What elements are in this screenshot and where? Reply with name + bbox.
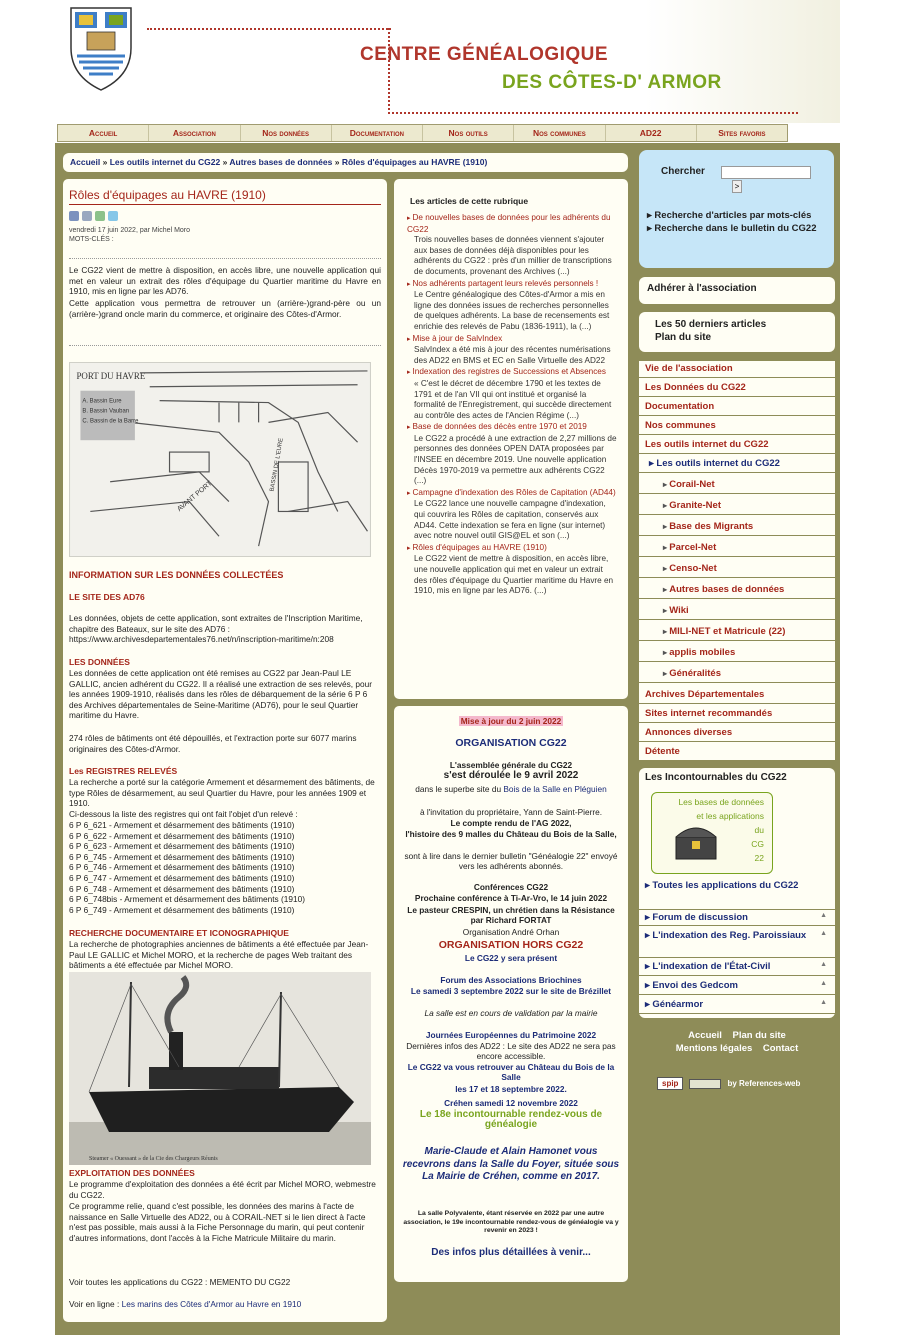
rubrique-item (407, 279, 617, 333)
quick-links (639, 312, 835, 352)
voir-en-ligne (69, 1299, 381, 1310)
search-links (647, 210, 827, 235)
up-arrow-icon: ▲ (820, 930, 827, 937)
up-arrow-icon: ▲ (820, 980, 827, 987)
voir-en-ligne-link[interactable]: Les marins des Côtes d'Armor au Havre en 1910 (121, 1299, 302, 1309)
footer-accueil[interactable]: Accueil (688, 1030, 722, 1041)
inc-link-etat-civil[interactable]: ▸ L'indexation de l'État-Civil ▲ (639, 959, 835, 976)
inc-img-line1: Les bases de données (678, 797, 764, 807)
menu-base-migrants[interactable]: ▸ Base des Migrants (639, 519, 835, 536)
jep-line1: Journées Européennes du Patrimoine 2022 (425, 1030, 597, 1040)
search-keywords-link-label: Recherche d'articles par mots-clés (654, 210, 812, 221)
forum-line3: La salle est en cours de validation par la mairie (424, 1008, 598, 1018)
ag-line2: s'est déroulée le 9 avril 2022 (443, 770, 579, 781)
site-footer (639, 1030, 835, 1055)
menu-vie-association[interactable]: Vie de l'association (639, 361, 835, 378)
rubrique-item-desc: Le Centre généalogique des Côtes-d'Armor a mis en ligne des données issues de recherches personnelles de quelques adhérents. La base de recensements est enrichie des relevés de Pabu (1836-1911), la (...) (414, 290, 610, 331)
header-background (645, 0, 840, 123)
hors-line1: Le CG22 y sera présent (464, 953, 558, 963)
menu-archives-dep[interactable]: Archives Départementales (639, 687, 835, 704)
inc-link-forum-label: Forum de discussion (652, 912, 748, 923)
svg-text:B. Bassin Vauban: B. Bassin Vauban (82, 408, 130, 415)
menu-wiki[interactable]: ▸ Wiki (639, 603, 835, 620)
site-header (55, 0, 840, 123)
adherer-link[interactable]: Adhérer à l'association (639, 277, 835, 304)
header-dotted-line-vertical (388, 28, 390, 114)
ag-line4: à l'invitation du propriétaire, Yann de Saint-Pierre. (419, 807, 603, 817)
menu-generalites[interactable]: ▸ Généralités (639, 666, 835, 683)
search-bulletin-link-label: Recherche dans le bulletin du CG22 (654, 222, 817, 234)
inc-link-genearmor[interactable]: ▸ Généarmor ▲ (639, 997, 835, 1014)
rubrique-item (407, 422, 617, 487)
crehen-line2: Le 18e incontournable rendez-vous de généalogie (419, 1109, 603, 1131)
plus-share-icon[interactable] (95, 211, 105, 221)
section-registres-intro: Ci-dessous la liste des registres qui ont fait l'objet d'un relevé : (69, 809, 298, 819)
section-donnees-title: LES DONNÉES (69, 657, 130, 667)
breadcrumb-home[interactable]: Accueil (70, 157, 101, 167)
hamonet-text: Marie-Claude et Alain Hamonet vous recevrons dans la Salle du Foyer, située sous La Mairie de Créhen, comme en 2017. (402, 1146, 620, 1182)
menu-documentation[interactable]: Documentation (639, 399, 835, 416)
rubrique-item-link[interactable]: Campagne d'indexation des Rôles de Capitation (AD44) (412, 487, 616, 497)
menu-granite-net[interactable]: ▸ Granite-Net (639, 498, 835, 515)
share-icons (69, 211, 118, 221)
section-recherche-title: RECHERCHE DOCUMENTAIRE ET ICONOGRAPHIQUE (69, 928, 289, 938)
section-info-title: INFORMATION SUR LES DONNÉES COLLECTÉES (69, 570, 284, 580)
treasure-chest-icon (672, 821, 722, 861)
section-exploitation-text1: Le programme d'exploitation des données a été écrit par Michel MORO, webmestre du CG22. (69, 1179, 376, 1200)
incontournables-image[interactable] (651, 792, 773, 874)
header-dotted-line-top (147, 28, 391, 30)
rubrique-item (407, 488, 617, 542)
section-registres-title: Les REGISTRES RELEVÉS (69, 766, 178, 776)
registre-item: 6 P 6_748bis - Armement et désarmement des bâtiments (1910) (69, 894, 305, 905)
inc-link-gedcom-label: Envoi des Gedcom (652, 980, 738, 991)
breadcrumb-level2[interactable]: Autres bases de données (229, 157, 333, 167)
org-cg22-title: ORGANISATION CG22 (455, 737, 567, 749)
last50-link[interactable]: Les 50 derniers articles (655, 319, 767, 330)
divider (69, 345, 381, 346)
site-title-line1: CENTRE GÉNÉALOGIQUE (360, 44, 609, 65)
inc-link-reg-paroissiaux[interactable]: ▸ L'indexation des Reg. Paroissiaux ▲ (639, 928, 835, 958)
inc-img-line2: et les applications (696, 811, 764, 821)
conf-line2: Le pasteur CRESPIN, un chrétien dans la Résistance par Richard FORTAT (407, 905, 615, 926)
delicious-icon[interactable] (82, 211, 92, 221)
rubrique-item-desc: Le CG22 vient de mettre à disposition, en accès libre, une nouvelle application qui met en valeur un extrait des rôles d'équipage du Quartier maritime du Havre en 1910, mis en ligne par les AD76. (...) (414, 554, 614, 596)
menu-parcel-net[interactable]: ▸ Parcel-Net (639, 540, 835, 557)
facebook-icon[interactable] (69, 211, 79, 221)
rubrique-item (407, 543, 617, 597)
rubrique-item-desc: « C'est le décret de décembre 1790 et les textes de 1791 et de l'an VII qui ont institué et organisé la formalité de l'Enregistrement, qui succède directement au contrôle des actes de l'Ancien Régime (...) (414, 378, 612, 420)
nav-ad22[interactable]: AD22 (606, 125, 697, 141)
search-input[interactable] (721, 166, 811, 179)
menu-annonces[interactable]: Annonces diverses (639, 725, 835, 742)
section-donnees-text2: 274 rôles de bâtiments ont été dépouillés, et l'extraction porte sur 6077 marins originaires des Côtes-d'Armor. (69, 733, 357, 754)
main-navigation (57, 124, 788, 142)
section-registres-text: La recherche a porté sur la catégorie Armement et désarmement des bâtiments, de type Rôles de désarmement, au seul Quartier du Havre, pour les années 1909 et 1910. (69, 777, 375, 809)
article-tags: MOTS-CLÉS : (69, 236, 114, 243)
up-arrow-icon: ▲ (820, 999, 827, 1006)
registre-item: 6 P 6_746 - Armement et désarmement des bâtiments (1910) (69, 862, 295, 873)
forum-line2: Le samedi 3 septembre 2022 sur le site de Brézillet (410, 986, 612, 996)
article-meta: vendredi 17 juin 2022, par Michel Moro (69, 227, 191, 234)
svg-text:BASSIN DE L'EURE: BASSIN DE L'EURE (269, 437, 285, 493)
more-info: Des infos plus détaillées à venir... (431, 1247, 591, 1258)
article-intro-1: Le CG22 vient de mettre à disposition, en accès libre, une nouvelle application qui met en valeur un extrait des rôles d'équipage du Quartier maritime du Havre en 1910, mis en ligne par les AD76. (69, 265, 381, 297)
section-exploitation-title: EXPLOITATION DES DONNÉES (69, 1168, 195, 1178)
svg-text:AVANT PORT: AVANT PORT (176, 480, 214, 513)
rubrique-item-link[interactable]: De nouvelles bases de données pour les adhérents du CG22 (407, 213, 611, 234)
inc-link-gedcom[interactable]: ▸ Envoi des Gedcom ▲ (639, 978, 835, 995)
footer-by: by References-web (727, 1079, 801, 1088)
memento-line[interactable]: Voir toutes les applications du CG22 : MEMENTO DU CG22 (69, 1277, 291, 1287)
rubrique-item (407, 367, 617, 421)
inc-link-genearmor-label: Généarmor (652, 999, 704, 1010)
breadcrumb-sep: » (220, 157, 230, 167)
svg-text:C. Bassin de la Barre: C. Bassin de la Barre (82, 418, 139, 425)
nav-association[interactable]: Association (149, 125, 240, 141)
nav-nos-outils[interactable]: Nos outils (423, 125, 514, 141)
svg-text:A. Bassin Eure: A. Bassin Eure (82, 398, 122, 405)
section-site-title: LE SITE DES AD76 (69, 592, 145, 602)
up-arrow-icon: ▲ (820, 912, 827, 919)
conf-line1: Prochaine conférence à Ti-Ar-Vro, le 14 juin 2022 (414, 893, 608, 903)
up-arrow-icon: ▲ (820, 961, 827, 968)
validator-badge-icon[interactable] (689, 1079, 721, 1089)
rubrique-item-link[interactable]: Nos adhérents partagent leurs relevés personnels ! (412, 278, 599, 288)
registre-item: 6 P 6_621 - Armement et désarmement des bâtiments (1910) (69, 820, 295, 830)
menu-detente[interactable]: Détente (639, 744, 835, 761)
ag-line3-text: dans le superbe site du (415, 784, 502, 794)
nav-documentation[interactable]: Documentation (332, 125, 423, 141)
search-bulletin-link[interactable]: ▸ Recherche dans le bulletin du CG22 (647, 222, 817, 234)
menu-sites-recommandes[interactable]: Sites internet recommandés (639, 706, 835, 723)
jep-line2: Dernières infos des AD22 : Le site des AD22 ne sera pas encore accessible. (406, 1041, 616, 1062)
breadcrumb-sep: » (100, 157, 110, 167)
update-badge: Mise à jour du 2 juin 2022 (460, 716, 562, 726)
ag-line3 (400, 784, 622, 794)
inc-img-line5: 22 (754, 853, 764, 863)
voir-en-ligne-label: Voir en ligne : (69, 1299, 120, 1309)
forum-line1: Forum des Associations Briochines (440, 975, 582, 985)
agenda-update (400, 716, 622, 726)
menu-autres-bases[interactable]: ▸ Autres bases de données (639, 582, 835, 599)
registres-list (69, 820, 381, 915)
registre-item: 6 P 6_747 - Armement et désarmement des bâtiments (1910) (69, 872, 295, 883)
article-title: Rôles d'équipages au HAVRE (1910) (69, 188, 381, 205)
site-title-line2: DES CÔTES-D' ARMOR (502, 72, 722, 93)
ag-line7: sont à lire dans le dernier bulletin "Généalogie 22" envoyé vers les adhérents abonnés. (404, 851, 618, 872)
inc-img-line3: du (754, 825, 764, 835)
inc-link-reg-paroissiaux-label: L'indexation des Reg. Paroissiaux (652, 930, 807, 941)
registre-item: 6 P 6_623 - Armement et désarmement des bâtiments (1910) (69, 841, 295, 852)
footer-mentions[interactable]: Mentions légales (675, 1042, 753, 1054)
rubrique-item (407, 334, 617, 367)
menu-outils-internet-current[interactable]: ▸ Les outils internet du CG22 (639, 456, 835, 473)
section-donnees-text: Les données de cette application ont été remises au CG22 par Jean-Paul LE GALLIC, ancien adhérent du CG22. Il a réalisé une extraction de ses relevés, pour les années 1909-1910, réalisés dans les rôles de débarquement de la série 6 P 6 des Archives départementales de Seine-Maritime (AD76), pour le seul Quartier maritime du Havre. (69, 668, 373, 721)
rubrique-item-link[interactable]: Rôles d'équipages au HAVRE (1910) (412, 542, 547, 552)
salle-text: La salle Polyvalente, étant réservée en 2022 par une autre association, le 19e incontournable rendez-vous de généalogie va y revenir en 2023 ! (403, 1210, 619, 1235)
rubrique-item-desc: Trois nouvelles bases de données viennent s'ajouter aux bases de données déjà disponibles pour les adhérents du CG22 : près d'un millier de transcriptions de documents, provenant des Archives (...) (414, 235, 612, 276)
footer-badges (657, 1077, 800, 1090)
conf-title: Conférences CG22 (473, 882, 549, 892)
page-wrapper (55, 0, 840, 1335)
registre-item: 6 P 6_622 - Armement et désarmement des bâtiments (1910) (69, 830, 295, 841)
section-recherche-text: La recherche de photographies anciennes de bâtiments a été effectuée par Jean-Paul LE GALLIC et Michel MORO, et la recherche de pages Web traitant des bâtiments a été effectuée par Michel MORO. (69, 939, 369, 971)
plan-link[interactable]: Plan du site (655, 331, 712, 343)
inc-link-forum[interactable]: ▸ Forum de discussion ▲ (639, 909, 835, 926)
registre-item: 6 P 6_748 - Armement et désarmement des bâtiments (1910) (69, 883, 295, 894)
nav-nos-donnees[interactable]: Nos données (241, 125, 332, 141)
footer-plan[interactable]: Plan du site (732, 1030, 786, 1041)
ag-line6: l'histoire des 9 malles du Château du Bois de la Salle, (405, 829, 617, 839)
nav-accueil[interactable]: Accueil (58, 125, 149, 141)
rubrique-title: Les articles de cette rubrique (410, 196, 529, 206)
bois-salle-link[interactable]: Bois de la Salle en Pléguien (503, 784, 607, 794)
rubrique-item-link[interactable]: Base de données des décès entre 1970 et 2019 (412, 422, 587, 432)
breadcrumb-sep: » (332, 157, 342, 167)
breadcrumb (63, 153, 628, 172)
port-map-image[interactable] (69, 362, 371, 557)
rubrique-item-desc: SalvIndex a été mis à jour des récentes numérisations des AD22 en BMS et EC en Salle Virtuelle des AD22 (414, 345, 611, 365)
twitter-icon[interactable] (108, 211, 118, 221)
crehen-line1: Créhen samedi 12 novembre 2022 (444, 1098, 578, 1108)
inc-link-all-apps-label: Toutes les applications du CG22 (652, 880, 799, 891)
footer-contact[interactable]: Contact (762, 1042, 799, 1054)
registre-item: 6 P 6_749 - Armement et désarmement des bâtiments (1910) (69, 904, 295, 915)
menu-donnees-cg22[interactable]: Les Données du CG22 (639, 380, 835, 397)
incontournables-title: Les Incontournables du CG22 (645, 772, 787, 783)
nav-nos-communes[interactable]: Nos communes (514, 125, 605, 141)
conf-line3: Organisation André Orhan (462, 927, 560, 937)
menu-nos-communes[interactable]: Nos communes (639, 418, 835, 435)
inc-link-all-apps[interactable]: ▸ Toutes les applications du CG22 (645, 880, 799, 891)
breadcrumb-level1[interactable]: Les outils internet du CG22 (109, 157, 221, 167)
rubrique-item-desc: Le CG22 lance une nouvelle campagne d'indexation, qui couvrira les Rôles de capitation, conservés aux AD44. Cette indexation se fera en ligne (sur internet) avec notre nouvel outil GIS@EL et son (...) (414, 499, 606, 541)
steamer-photo[interactable] (69, 972, 371, 1165)
rubrique-item-link[interactable]: Mise à jour de SalvIndex (412, 333, 503, 343)
menu-outils-internet[interactable]: Les outils internet du CG22 (639, 437, 835, 454)
divider (69, 258, 381, 259)
menu-corail-net[interactable]: ▸ Corail-Net (639, 477, 835, 494)
jep-line3: Le CG22 va vous retrouver au Château du Bois de la Salle (407, 1062, 615, 1083)
rubrique-list (407, 213, 617, 598)
ag-line5: Le compte rendu de l'AG 2022, (450, 818, 572, 828)
spip-badge[interactable]: spip (657, 1077, 683, 1090)
header-dotted-line-bottom (388, 112, 798, 114)
jep-line4: les 17 et 18 septembre 2022. (455, 1084, 567, 1094)
section-site-text: Les données, objets de cette application, sont extraites de l'Inscription Maritime, chapitre des Bateaux, sur le site des AD76 : https://www.archivesdepartementales76.net/n/inscription-maritime/n:208 (69, 613, 363, 645)
rubrique-item-link[interactable]: Indexation des registres de Successions et Absences (412, 367, 606, 377)
rubrique-item (407, 213, 617, 278)
menu-mili-net[interactable]: ▸ MILI-NET et Matricule (22) (639, 624, 835, 641)
rubrique-item-desc: Le CG22 a procédé à une extraction de 2,27 millions de personnes des données OPEN DATA proposées par l'INSEE en décembre 2019. Une nouvelle application Décès 1970-2019 va permettre aux adhérents CG22 (...) (414, 433, 617, 486)
inc-img-line4: CG (751, 839, 764, 849)
search-keywords-link[interactable]: ▸ Recherche d'articles par mots-clés (647, 210, 812, 221)
section-exploitation-text2: Ce programme relie, quand c'est possible, les données des marins à l'acte de naissance en Salle Virtuelle des AD22, ou à CORAIL-NET si le lien direct à l'acte n'est pas possible, mais aussi à la Fiche Personnage du marin, qui peut contenir d'autres informations, dont l'accès à la Fiche Matricule Militaire du marin. (69, 1201, 366, 1243)
search-submit-button[interactable]: > (732, 180, 742, 193)
search-label: Chercher (661, 166, 705, 177)
menu-outils-internet-current-label: Les outils internet du CG22 (656, 458, 780, 469)
menu-applis-mobiles[interactable]: ▸ applis mobiles (639, 645, 835, 662)
registre-item: 6 P 6_745 - Armement et désarmement des bâtiments (1910) (69, 851, 295, 862)
article-intro-2: Cette application vous permettra de retrouver un (arrière-)grand-père ou un (arrière-)grand oncle marin du commerce, et originaire des Côtes-d'Armor. (69, 298, 381, 319)
map-caption: PORT DU HAVRE (76, 370, 146, 381)
photo-caption: Steamer « Ouessant » de la Cie des Chargeurs Réunis (89, 1156, 218, 1162)
menu-censo-net[interactable]: ▸ Censo-Net (639, 561, 835, 578)
nav-sites-favoris[interactable]: Sites favoris (718, 128, 766, 138)
ag-line1: L'assemblée générale du CG22 (449, 760, 573, 770)
breadcrumb-current: Rôles d'équipages au HAVRE (1910) (341, 157, 488, 167)
org-hors-title: ORGANISATION HORS CG22 (438, 939, 584, 951)
coat-of-arms-logo[interactable] (61, 4, 141, 92)
inc-link-etat-civil-label: L'indexation de l'État-Civil (652, 961, 771, 972)
